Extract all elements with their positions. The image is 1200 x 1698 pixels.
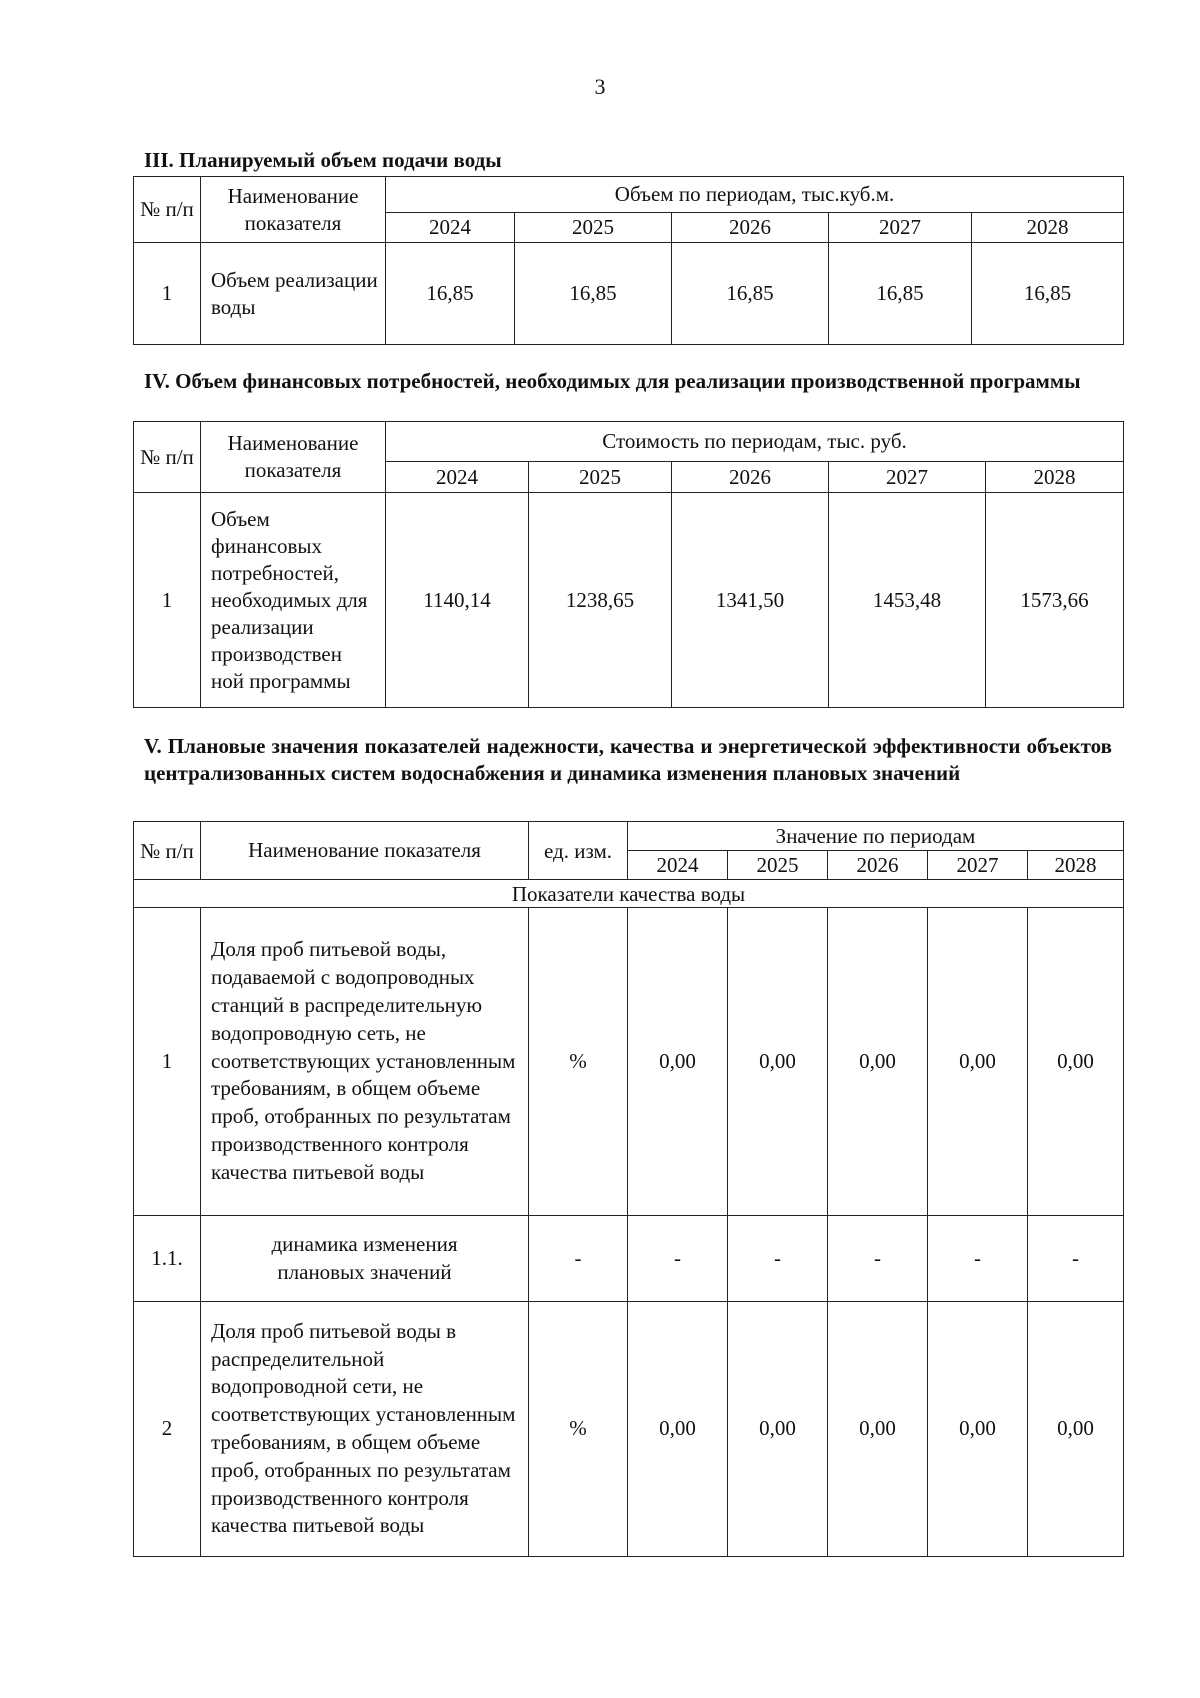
row-value: 0,00	[628, 908, 728, 1216]
row-value: 0,00	[1028, 1302, 1124, 1557]
row-value: 16,85	[829, 243, 972, 345]
header-year: 2028	[972, 213, 1124, 243]
row-value: 16,85	[386, 243, 515, 345]
row-value: 1453,48	[829, 493, 986, 708]
header-year: 2024	[628, 851, 728, 880]
row-value: 0,00	[828, 908, 928, 1216]
header-num: № п/п	[134, 422, 201, 493]
water-supply-volume-table	[133, 176, 1124, 345]
row-value: 0,00	[1028, 908, 1124, 1216]
reliability-quality-table	[133, 821, 1124, 1557]
row-value: -	[628, 1216, 728, 1302]
subheader-water-quality: Показатели качества воды	[134, 880, 1124, 908]
header-year: 2024	[386, 462, 529, 493]
header-year: 2026	[672, 213, 829, 243]
header-num: № п/п	[134, 822, 201, 880]
row-num: 1.1.	[134, 1216, 201, 1302]
row-value: 0,00	[728, 908, 828, 1216]
page-number: 3	[594, 74, 606, 99]
row-value: 16,85	[972, 243, 1124, 345]
row-num: 1	[134, 243, 201, 345]
header-year: 2025	[529, 462, 672, 493]
header-year: 2027	[928, 851, 1028, 880]
header-year: 2028	[986, 462, 1124, 493]
table-row	[134, 243, 1124, 345]
row-value: 0,00	[828, 1302, 928, 1557]
header-group: Объем по периодам, тыс.куб.м.	[386, 177, 1124, 213]
header-group: Значение по периодам	[628, 822, 1124, 851]
financial-needs-table	[133, 421, 1124, 708]
section-3-title: III. Планируемый объем подачи воды	[144, 148, 502, 172]
row-num: 2	[134, 1302, 201, 1557]
row-unit: -	[529, 1216, 628, 1302]
row-value: -	[828, 1216, 928, 1302]
row-name: Доля проб питьевой воды в распределительной водопроводной сети, не соответствующих установленным требованиям, в общем объеме проб, отобранных по результатам производственного контроля качества питьевой воды	[201, 1302, 529, 1557]
section-5-title: V. Плановые значения показателей надежности, качества и энергетической эффективности объектов централизованных систем водоснабжения и динамика изменения плановых значений	[144, 734, 1112, 785]
row-name: динамика изменения плановых значений	[201, 1216, 529, 1302]
row-num: 1	[134, 493, 201, 708]
row-num: 1	[134, 908, 201, 1216]
header-year: 2026	[672, 462, 829, 493]
table-row	[134, 908, 1124, 1216]
header-group: Стоимость по периодам, тыс. руб.	[386, 422, 1124, 462]
row-value: 1573,66	[986, 493, 1124, 708]
header-name: Наименование показателя	[201, 822, 529, 880]
header-name: Наименование показателя	[201, 177, 386, 243]
section-4-title: IV. Объем финансовых потребностей, необходимых для реализации производственной программы	[144, 369, 1081, 393]
header-year: 2028	[1028, 851, 1124, 880]
header-name: Наименование показателя	[201, 422, 386, 493]
row-value: 0,00	[728, 1302, 828, 1557]
header-year: 2025	[515, 213, 672, 243]
table-row	[134, 1302, 1124, 1557]
row-name: Доля проб питьевой воды, подаваемой с водопроводных станций в распределительную водопроводную сеть, не соответствующих установленным требованиям, в общем объеме проб, отобранных по результатам производственного контроля качества питьевой воды	[201, 908, 529, 1216]
table-row	[134, 1216, 1124, 1302]
table-row	[134, 493, 1124, 708]
row-value: 0,00	[928, 908, 1028, 1216]
row-unit: %	[529, 1302, 628, 1557]
header-year: 2026	[828, 851, 928, 880]
header-unit: ед. изм.	[529, 822, 628, 880]
row-value: 1238,65	[529, 493, 672, 708]
row-value: 16,85	[672, 243, 829, 345]
row-value: 0,00	[928, 1302, 1028, 1557]
row-value: 0,00	[628, 1302, 728, 1557]
header-num: № п/п	[134, 177, 201, 243]
row-name: Объем финансовых потребностей, необходимых для реализации производствен ной программы	[201, 493, 386, 708]
row-value: -	[928, 1216, 1028, 1302]
row-value: 16,85	[515, 243, 672, 345]
header-year: 2024	[386, 213, 515, 243]
header-year: 2027	[829, 213, 972, 243]
row-value: -	[728, 1216, 828, 1302]
row-value: 1140,14	[386, 493, 529, 708]
header-year: 2027	[829, 462, 986, 493]
row-value: -	[1028, 1216, 1124, 1302]
header-year: 2025	[728, 851, 828, 880]
row-name: Объем реализации воды	[201, 243, 386, 345]
row-value: 1341,50	[672, 493, 829, 708]
row-unit: %	[529, 908, 628, 1216]
